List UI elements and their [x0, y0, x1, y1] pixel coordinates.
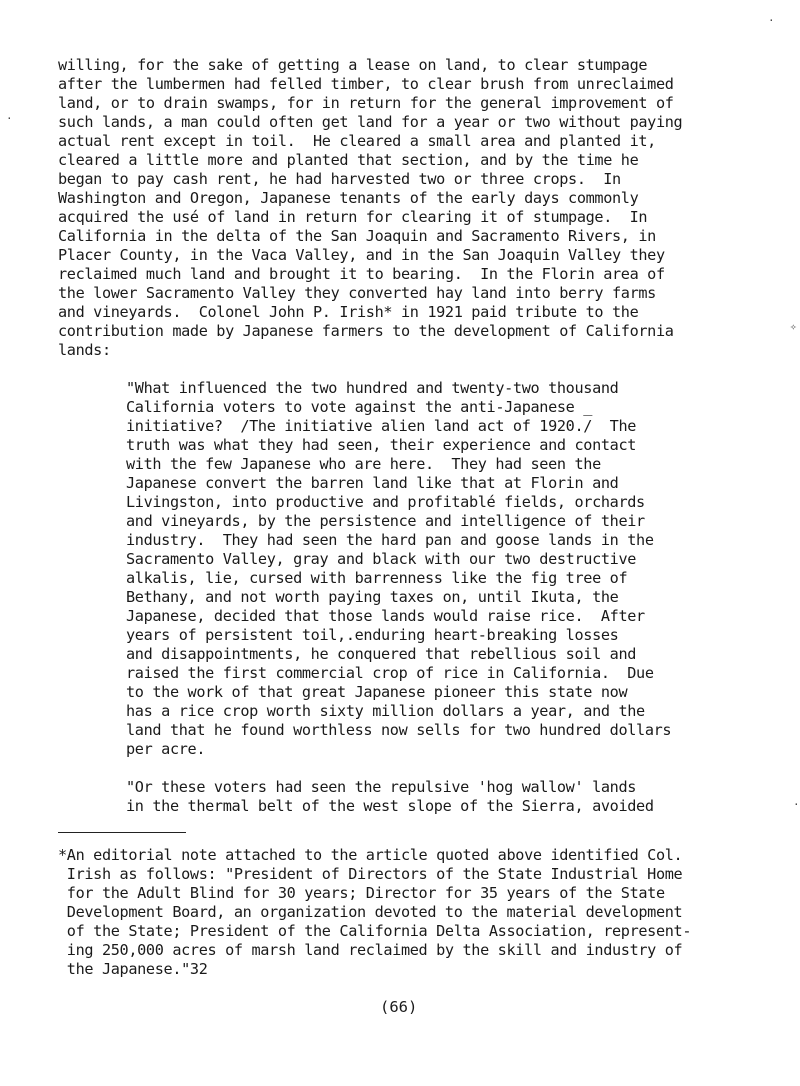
body-line: land, or to drain swamps, for in return for the general improvement of: [58, 94, 674, 112]
quote-line: in the thermal belt of the west slope of the Sierra, avoided: [126, 797, 654, 815]
body-line: reclaimed much land and brought it to bearing. In the Florin area of: [58, 265, 665, 283]
footnote-divider: [58, 832, 186, 833]
quote-line: and disappointments, he conquered that rebellious soil and: [126, 645, 637, 663]
footnote-line: of the State; President of the California Delta Association, represent-: [58, 922, 692, 940]
quote-line: Bethany, and not worth paying taxes on, until Ikuta, the: [126, 588, 619, 606]
scan-mark: ·: [6, 112, 13, 125]
footnote-line: for the Adult Blind for 30 years; Director for 35 years of the State: [58, 884, 665, 902]
body-line: California in the delta of the San Joaquin and Sacramento Rivers, in: [58, 227, 656, 245]
body-line: Placer County, in the Vaca Valley, and in the San Joaquin Valley they: [58, 246, 665, 264]
body-line: began to pay cash rent, he had harvested two or three crops. In: [58, 170, 621, 188]
quote-line: Japanese, decided that those lands would raise rice. After: [126, 607, 645, 625]
page-number: (66): [380, 998, 418, 1016]
body-line: willing, for the sake of getting a lease on land, to clear stumpage: [58, 56, 648, 74]
body-line: cleared a little more and planted that section, and by the time he: [58, 151, 639, 169]
quote-line: to the work of that great Japanese pioneer this state now: [126, 683, 628, 701]
footnote-line: *An editorial note attached to the article quoted above identified Col.: [58, 846, 683, 864]
footnote-line: ing 250,000 acres of marsh land reclaimed by the skill and industry of: [58, 941, 683, 959]
body-line: such lands, a man could often get land for a year or two without paying: [58, 113, 683, 131]
quote-line: Livingston, into productive and profitablé fields, orchards: [126, 493, 645, 511]
scan-mark: ·: [793, 798, 800, 811]
scan-mark: ·: [768, 14, 775, 27]
body-line: Washington and Oregon, Japanese tenants of the early days commonly: [58, 189, 639, 207]
quote-line: years of persistent toil,.enduring heart-breaking losses: [126, 626, 619, 644]
body-line: the lower Sacramento Valley they converted hay land into berry farms: [58, 284, 656, 302]
body-line: acquired the usé of land in return for clearing it of stumpage. In: [58, 208, 648, 226]
body-line: contribution made by Japanese farmers to the development of California: [58, 322, 674, 340]
quote-line: "What influenced the two hundred and twenty-two thousand: [126, 379, 619, 397]
quote-line: has a rice crop worth sixty million dollars a year, and the: [126, 702, 645, 720]
body-line: lands:: [58, 341, 111, 359]
body-line: and vineyards. Colonel John P. Irish* in 1921 paid tribute to the: [58, 303, 639, 321]
quote-line: raised the first commercial crop of rice in California. Due: [126, 664, 654, 682]
quote-line: Japanese convert the barren land like that at Florin and: [126, 474, 619, 492]
quote-line: and vineyards, by the persistence and intelligence of their: [126, 512, 645, 530]
footnote-line: the Japanese."32: [58, 960, 208, 978]
quote-line: Sacramento Valley, gray and black with our two destructive: [126, 550, 637, 568]
quote-line: California voters to vote against the anti-Japanese _: [126, 398, 593, 416]
quote-line: land that he found worthless now sells for two hundred dollars: [126, 721, 672, 739]
quote-line: "Or these voters had seen the repulsive 'hog wallow' lands: [126, 778, 637, 796]
scan-mark: ✧: [790, 320, 797, 333]
quote-line: initiative? /The initiative alien land act of 1920./ The: [126, 417, 637, 435]
quote-line: with the few Japanese who are here. They had seen the: [126, 455, 601, 473]
quote-line: per acre.: [126, 740, 206, 758]
footnote-line: Irish as follows: "President of Directors of the State Industrial Home: [58, 865, 683, 883]
footnote-line: Development Board, an organization devoted to the material development: [58, 903, 683, 921]
quote-line: truth was what they had seen, their experience and contact: [126, 436, 637, 454]
quote-line: alkalis, lie, cursed with barrenness like the fig tree of: [126, 569, 628, 587]
body-line: after the lumbermen had felled timber, to clear brush from unreclaimed: [58, 75, 674, 93]
quote-line: industry. They had seen the hard pan and goose lands in the: [126, 531, 654, 549]
body-line: actual rent except in toil. He cleared a small area and planted it,: [58, 132, 656, 150]
